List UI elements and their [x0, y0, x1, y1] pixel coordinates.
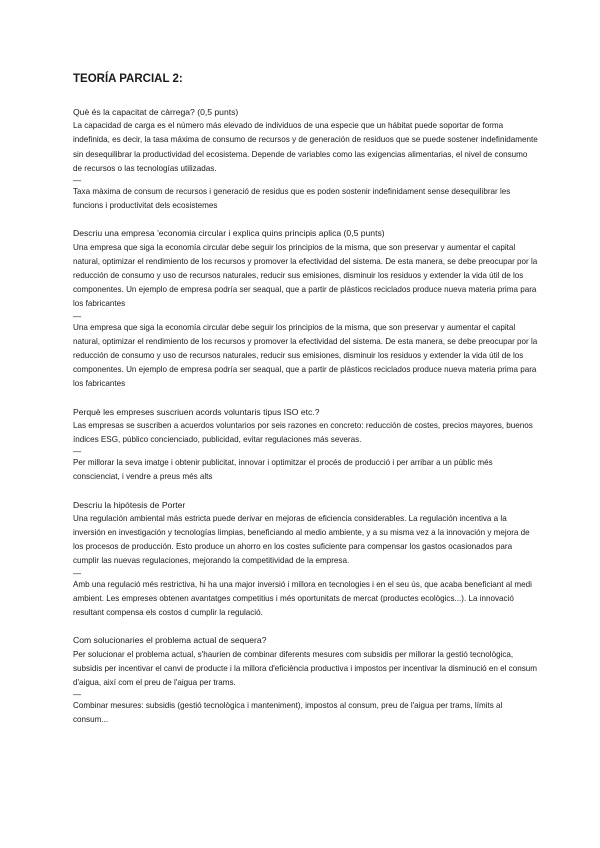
separator-dash: — — [73, 568, 82, 578]
separator-dash: — — [73, 311, 82, 321]
question-text: Perquè les empreses suscriuen acords voluntaris tipus ISO etc.? — [73, 406, 320, 417]
separator-dash: — — [73, 690, 82, 700]
answer-paragraph: Una empresa que siga la economía circular debe seguir los principios de la misma, que son preservar y aumentar el capital natural, optimizar el rendimiento de los recursos y promover la efectividad del sistema. De esta manera, se debe preocupar por la reducción de consumo y uso de recursos naturales, reducir sus emisiones, disminuir los residuos y extender la vida útil de los componentes. Un ejemplo de empresa podría ser seaqual, que a partir de plásticos reciclados produce nueva materia prima para los fabricantes — [73, 242, 538, 309]
qa-section-5 — [73, 633, 538, 727]
qa-section-1 — [73, 105, 538, 213]
qa-section-3 — [73, 405, 538, 485]
question-text: Descriu la hipótesis de Porter — [73, 499, 186, 510]
page-title: TEORÍA PARCIAL 2: — [73, 73, 183, 85]
answer-summary: Combinar mesures: subsidis (gestió tecnològica i manteniment), impostos al consum, preu de l'aigua per trams, límits al consum... — [73, 701, 503, 725]
qa-section-4 — [73, 498, 538, 621]
answer-summary: Per millorar la seva imatge i obtenir publicitat, innovar i optimitzar el procés de producció i per arribar a un públic més conscienciat, i vendre a preus més alts — [73, 458, 493, 482]
separator-dash: — — [73, 176, 82, 186]
answer-summary: Taxa màxima de consum de recursos i generació de residus que es poden sostenir indefinidament sense desequilibrar les funcions i productivitat dels ecosistemes — [73, 187, 511, 211]
question-text: Com solucionaries el problema actual de sequera? — [73, 635, 267, 646]
answer-summary: Amb una regulació més restrictiva, hi ha una major inversió i millora en tecnologies i en el seu ús, que acaba beneficiant al medi ambient. Les empreses obtenen avantatges competitius i més oportunitats de mercat (productes ecològics...). La innovació resultant compensa els costos d cumplir la regulació. — [73, 579, 532, 618]
answer-paragraph: Una regulación ambiental más estricta puede derivar en mejoras de eficiencia considerables. La regulación incentiva a la inversión en investigación y tecnologías limpias, beneficiando al medio ambiente, y a su misma vez a la innovación y mejora de los procesos de producción. Esto produce un ahorro en los costes suficiente para compensar los gastos ocasionados para cumplir las nuevas regulaciones, mejorando la competitividad de la empresa. — [73, 513, 530, 566]
question-text: Què és la capacitat de càrrega? (0,5 punts) — [73, 107, 239, 117]
answer-summary: Una empresa que siga la economía circular debe seguir los principios de la misma, que son preservar y aumentar el capital natural, optimizar el rendimiento de los recursos y promover la efectividad del sistema. De esta manera, se debe preocupar por la reducción de consumo y uso de recursos naturales, reducir sus emisiones, disminuir los residuos y extender la vida útil de los componentes. Un ejemplo de empresa podría ser seaqual, que a partir de plásticos reciclados produce nueva materia prima para los fabricantes — [73, 322, 538, 389]
question-text: Descriu una empresa 'economia circular i explica quins principis aplica (0,5 punts) — [73, 228, 385, 239]
qa-section-2 — [73, 226, 538, 391]
answer-paragraph: Las empresas se suscriben a acuerdos voluntarios por seis razones en concreto: reducción de costes, precios mayores, buenos índices ESG, público concienciado, publicidad, evitar regulaciones más severas. — [73, 420, 533, 445]
answer-paragraph: Per solucionar el problema actual, s'haurien de combinar diferents mesures com subsidis per millorar la gestió tecnològica, subsidis per incentivar el canvi de producte i la millora d'eficiència productiva i impostos per incentivar la disminució en el consum d'aigua, així com el preu de l'aigua per trams. — [73, 649, 538, 687]
separator-dash: — — [73, 447, 82, 457]
answer-paragraph: La capacidad de carga es el número más elevado de individuos de una especie que un hábitat puede soportar de forma indefinida, es decir, la tasa máxima de consumo de recursos y de generación de residuos que se puede sostener indefinidamente sin desequilibrar la productividad del ecosistema. Depende de variables como las exigencias alimentarias, el nivel de consumo de recursos o las tecnologías utilizadas. — [73, 121, 538, 173]
